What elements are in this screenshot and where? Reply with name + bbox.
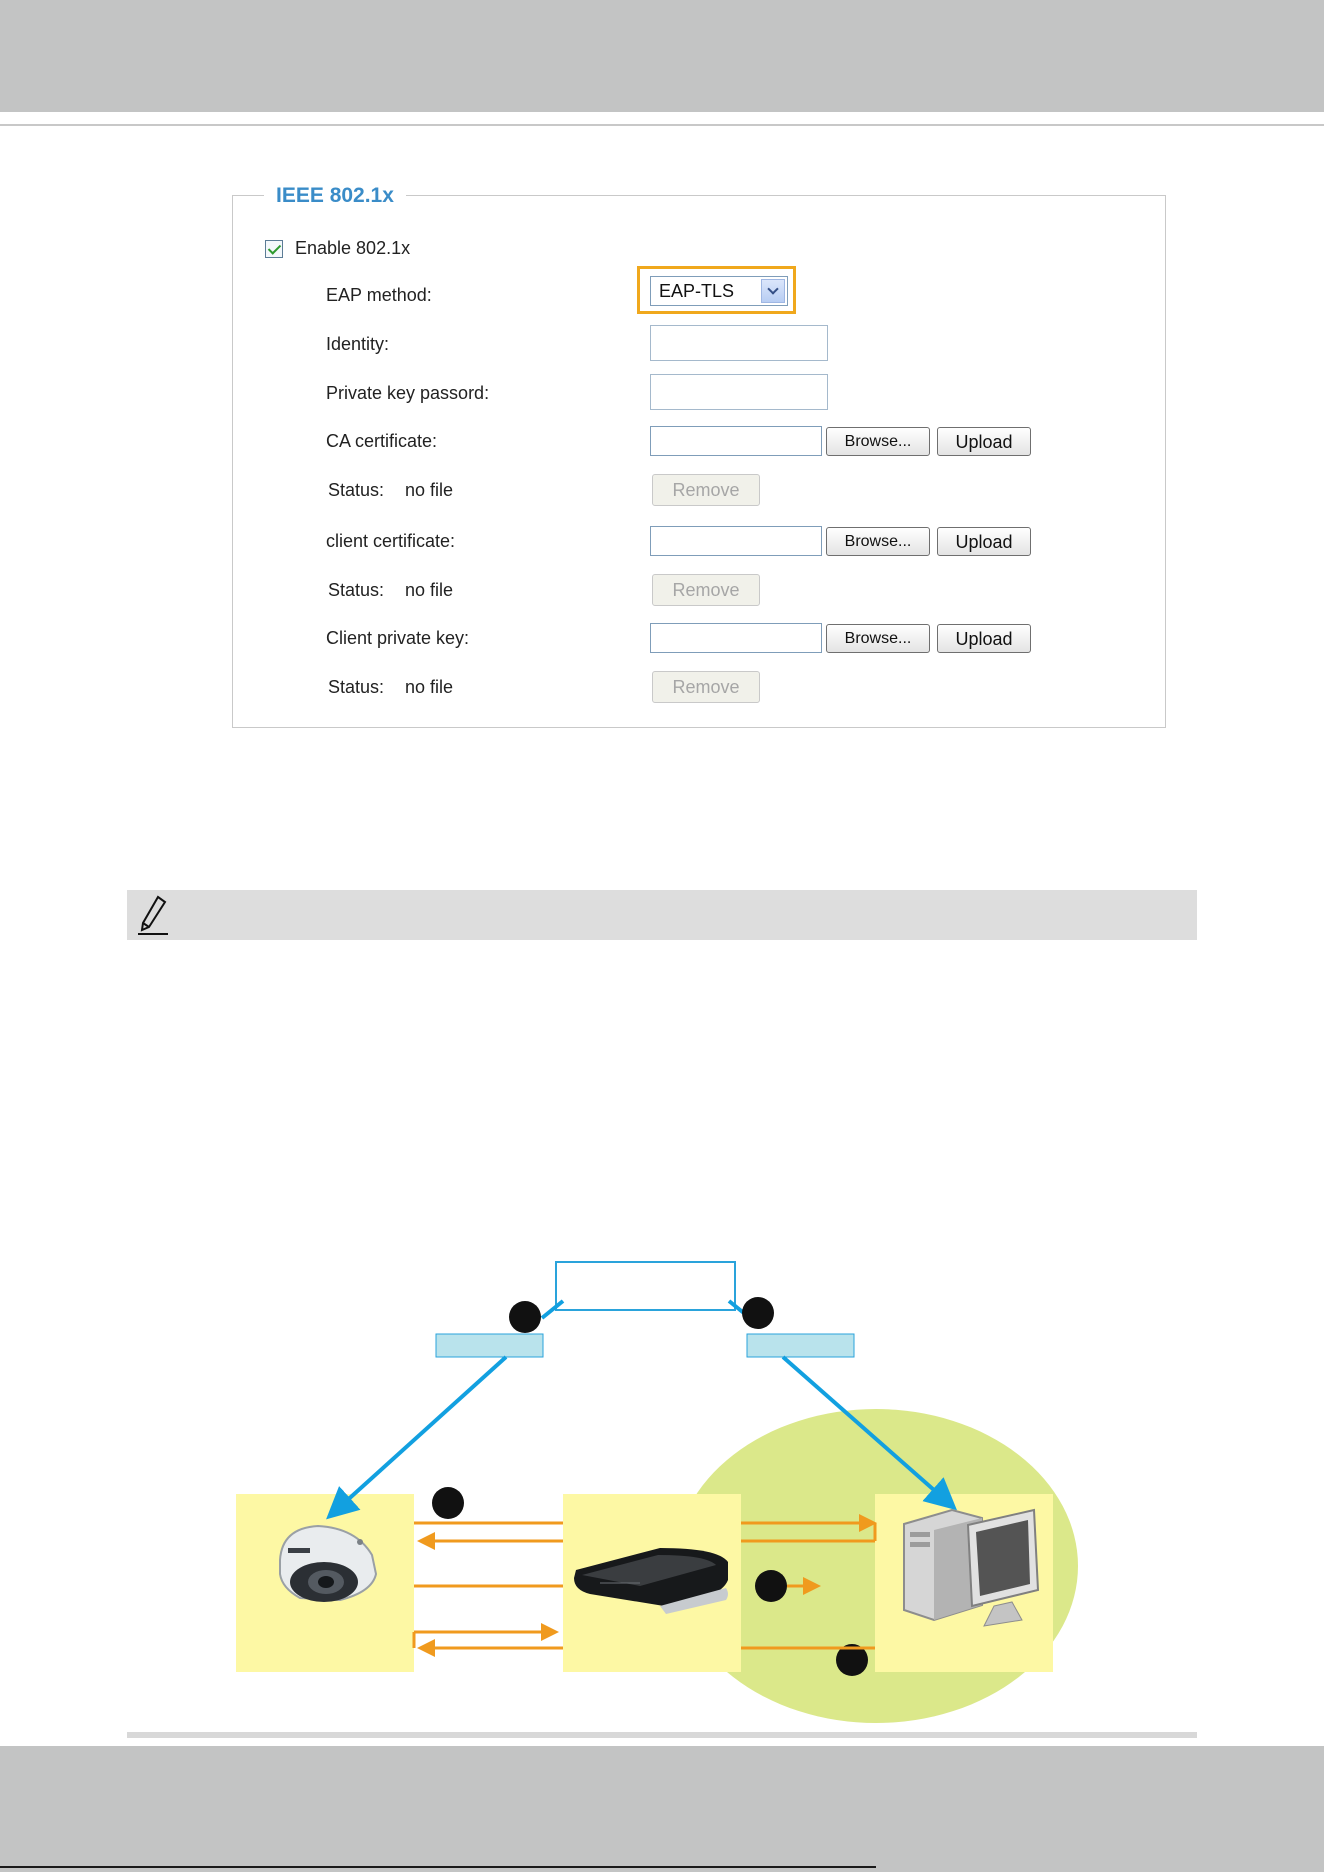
step-marker: [432, 1487, 464, 1519]
private-key-password-label: Private key passord:: [326, 383, 490, 403]
ca-certificate-upload-button[interactable]: Upload: [937, 427, 1031, 456]
client-private-key-status-label: Status:: [328, 677, 385, 697]
client-certificate-remove-button[interactable]: Remove: [652, 574, 760, 606]
certificate-authority-box: [556, 1262, 735, 1310]
ca-certificate-label: CA certificate:: [326, 431, 438, 451]
client-certificate-status-label: Status:: [328, 580, 385, 600]
ca-certificate-remove-button[interactable]: Remove: [652, 474, 760, 506]
client-private-key-remove-button[interactable]: Remove: [652, 671, 760, 703]
identity-label: Identity:: [326, 334, 390, 354]
ca-certificate-status-value: no file: [405, 480, 454, 500]
footer-rule: [127, 1732, 1197, 1738]
eap-method-label: EAP method:: [326, 285, 432, 305]
step-marker: [509, 1301, 541, 1333]
client-certificate-label: client certificate:: [326, 531, 456, 551]
step-marker: [742, 1297, 774, 1329]
enable-8021x-label: Enable 802.1x: [295, 238, 411, 258]
client-certificate-upload-button[interactable]: Upload: [937, 527, 1031, 556]
ca-certificate-browse-button[interactable]: Browse...: [826, 427, 930, 456]
client-certificate-browse-button[interactable]: Browse...: [826, 527, 930, 556]
client-certificate-status-value: no file: [405, 580, 454, 600]
footer-divider: [0, 1866, 876, 1868]
client-private-key-status-value: no file: [405, 677, 454, 697]
page-footer-band: [0, 1746, 1324, 1872]
client-private-key-upload-button[interactable]: Upload: [937, 624, 1031, 653]
client-private-key-label: Client private key:: [326, 628, 470, 648]
blue-arrow-to-camera: [332, 1357, 506, 1514]
step-marker: [755, 1570, 787, 1602]
client-private-key-browse-button[interactable]: Browse...: [826, 624, 930, 653]
ca-certificate-status-label: Status:: [328, 480, 385, 500]
client-certificate-tag: [436, 1334, 543, 1357]
ca-certificate-tag: [747, 1334, 854, 1357]
fieldset-legend: IEEE 802.1x: [264, 184, 406, 208]
eap-method-value: EAP-TLS: [659, 281, 735, 301]
